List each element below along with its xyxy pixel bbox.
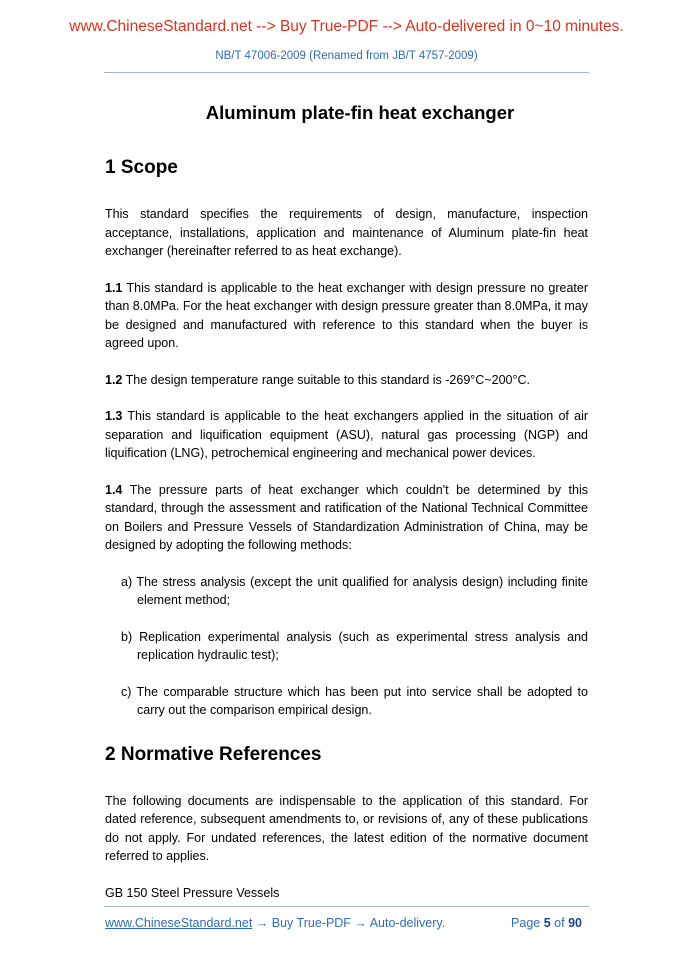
clause-text: This standard is applicable to the heat exchanger with design pressure no greater than 8.0MPa. For the heat exchanger with design pressure greater than 8.0MPa, it may be designed and manufactured with reference to this standard when the buyer is agreed upon. <box>105 280 588 350</box>
clause-text: The design temperature range suitable to this standard is -269°C~200°C. <box>125 372 530 387</box>
page-indicator <box>511 916 582 930</box>
section-1-heading: 1 Scope <box>105 157 178 178</box>
footer-delivery-text: → Buy True-PDF → Auto-delivery. <box>252 916 446 930</box>
clause-1-4 <box>105 481 588 555</box>
page-label: Page <box>511 916 541 930</box>
of-label: of <box>554 916 565 930</box>
clause-text: The pressure parts of heat exchanger which couldn't be determined by this standard, through the assessment and ratification of the National Technical Committee on Boilers and Pressure Vessels of Standardization Administration of China, may be designed by adopting the following methods: <box>105 482 588 552</box>
method-a: a) The stress analysis (except the unit qualified for analysis design) including finite element method; <box>121 574 588 607</box>
clause-number: 1.4 <box>105 482 123 497</box>
page-number: 5 <box>543 916 551 930</box>
references-intro: The following documents are indispensable to the application of this standard. For dated reference, subsequent amendments to, or revisions of, any of these publications do not apply. For undated references, the latest edition of the normative document referred to applies. <box>105 793 588 863</box>
page-total: 90 <box>568 916 582 930</box>
reference-gb150: GB 150 Steel Pressure Vessels <box>105 885 280 900</box>
clause-1-3 <box>105 407 588 463</box>
clause-1-2 <box>105 371 588 390</box>
method-b: b) Replication experimental analysis (such as experimental stress analysis and replication hydraulic test); <box>121 629 588 662</box>
clause-number: 1.3 <box>105 409 123 423</box>
clause-text: This standard is applicable to the heat exchangers applied in the situation of air separation and liquification equipment (ASU), natural gas processing (NGP) and liquification (LNG), petrochemical engineering and mechanical power devices. <box>105 409 589 460</box>
clause-number: 1.2 <box>105 372 123 387</box>
document-body <box>105 155 588 902</box>
page-title: Aluminum plate-fin heat exchanger <box>205 102 515 123</box>
clause-number: 1.1 <box>105 280 123 295</box>
document-subhead: NB/T 47006-2009 (Renamed from JB/T 4757-2009) <box>215 50 478 62</box>
page-footer <box>105 916 588 930</box>
footer-text <box>105 916 445 930</box>
method-c: c) The comparable structure which has been put into service shall be adopted to carry out the comparison empirical design. <box>121 684 588 717</box>
footer-site-link[interactable]: www.ChineseStandard.net <box>105 916 253 930</box>
section-2-heading: 2 Normative References <box>105 743 322 765</box>
top-banner[interactable]: www.ChineseStandard.net --> Buy True-PDF --> Auto-delivered in 0~10 minutes. <box>69 18 624 35</box>
header-divider <box>104 72 589 73</box>
scope-intro: This standard specifies the requirements of design, manufacture, inspection acceptance, installations, application and maintenance of Aluminum plate-fin heat exchanger (hereinafter referred to as heat exchange). <box>105 207 588 258</box>
clause-1-1 <box>105 279 588 353</box>
footer-divider <box>104 906 589 907</box>
